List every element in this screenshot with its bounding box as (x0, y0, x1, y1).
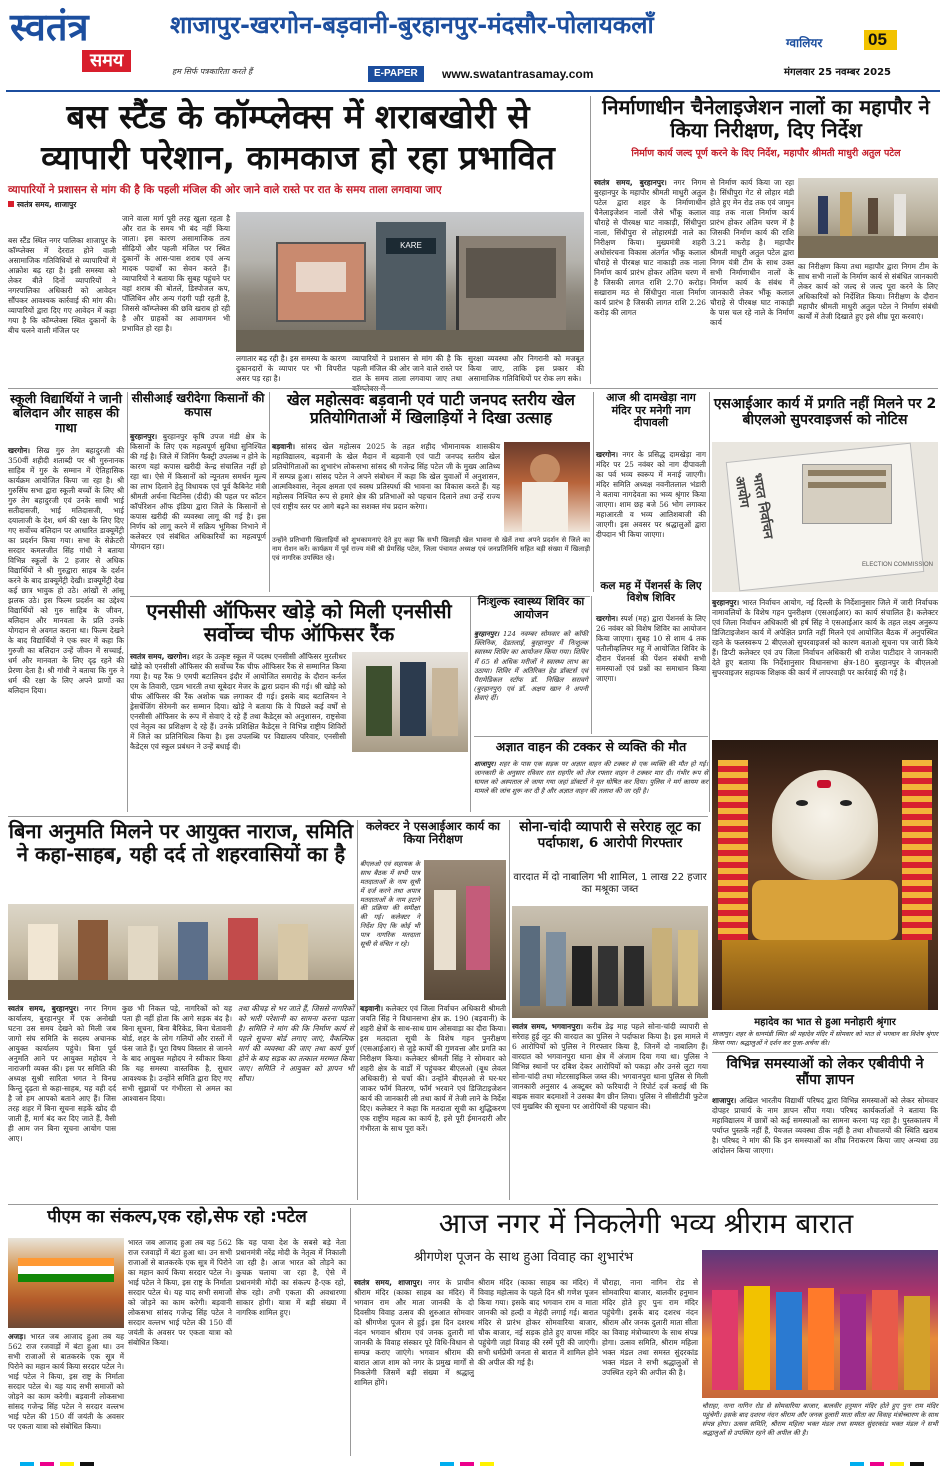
collector-side-notes: बीएलओ एवं सहायक के साथ बैठक में सभी पात्र मतदाताओं के नाम सूची में दर्ज करने तथा अपात्र मतदाताओं के नाम हटाने की प्रक्रिया की समीक्षा की गई। कलेक्टर ने निर्देश दिए कि कोई भी पात्र नागरिक मतदाता सूची से वंचित न रहे। (360, 860, 420, 949)
sports-story (272, 392, 590, 592)
pm-body-col1: अजड़। भारत जब आजाद हुआ तब यह 562 राज रजवाड़ों में बंटा हुआ था। उन सभी राजाओं से बातकरके एक सूत्र में पिरोने का महान कार्य किया सरदार पटेल ने। भाई पटेल ने किया, इस राष्ट्र के निर्माता सरदार पटेल थे। यह याद सभी समाजों को जोड़ने का काम करेगी। बड़वानी लोकसभा सांसद गजेन्द्र सिंह पटेल ने सरदार वल्लभ भाई पटेल की 150 वीं जयंती के अवसर पर एकता यात्रा को संबोधित किया। (8, 1332, 124, 1431)
logo (8, 5, 168, 86)
lead-story (8, 96, 586, 384)
collector-body: बड़वानी। कलेक्टर एवं जिला निर्वाचन अधिकारी श्रीमती जयति सिंह ने विधानसभा क्षेत्र क्र. 190 (बड़वानी) के शहरी क्षेत्रों के साथ-साथ ग्राम ओसवाड़ा का दौरा किया। इस मतदाता सूची के विशेष गहन पुनरीक्षण (एसआईआर) से जुड़े कार्यों की गुणवत्ता और प्रगति का निरीक्षण किया। कलेक्टर श्रीमती सिंह ने सोमवार को शहरी क्षेत्र के वार्डों में पहुंचकर बीएलओ (बूथ लेवल अधिकारी) से चर्चा की। उन्होंने बीएलओ से घर-घर जाकर फॉर्म वितरण, फॉर्म भरवाने एवं डिजिटाइजेशन कार्य की जानकारी ली तथा कार्य में तेजी लाने के निर्देश दिए। कलेक्टर ने कहा कि मतदाता सूची का शुद्धिकरण एक राष्ट्रीय महत्व का कार्य है, इसे पूरी ईमानदारी और गंभीरता के साथ पूरा करें। (360, 1004, 506, 1133)
column-divider (709, 392, 710, 812)
cotton-headline: सीसीआई खरीदेगा किसानों की कपास (131, 391, 265, 419)
ram-body-col3: चौराहा, नाना नागिन रोड से सोमवारिया बाजार, बालवीर हनुमान मंदिर होते हुए पुनः राम मंदिर पहुंचेगी। इसके बाद दशरथ नंदन श्रीराम और जनक दुलारी माता सीता का विवाह मंत्रोच्चारण के साथ संपन्न होगा। उत्सव समिति, श्रीराम महिला भक्त मंडल तथा समस्त सुंदरकांड भक्त मंडल ने सभी श्रद्धालुओं से उपस्थित रहने की अपील की है। (602, 1278, 698, 1377)
loot-body: स्वतंत्र समय, भगवानपुरा। करीब डेढ़ माह पहले सोना-चांदी व्यापारी से सरेराह हुई लूट की वारदात का पुलिस ने पर्दाफाश किया है। इस मामले में 6 आरोपियों को पुलिस ने गिरफ्तार किया है, जिनमें दो नाबालिग हैं। वारदात को भगवानपुरा थाना क्षेत्र में अंजाम दिया गया था। पुलिस ने विभिन्न स्थानों पर दबिश देकर आरोपियों को पकड़ा और उनसे लूटा गया सोना-चांदी तथा मोटरसाइकिल जब्त की। भगवानपुरा थाना पुलिस से मिली जानकारी अनुसार 4 अक्टूबर को फरियादी ने रिपोर्ट दर्ज कराई थी कि बाइक सवार बदमाशों ने उसका बैग छीन लिया। पुलिस ने सीसीटीवी फुटेज एवं मुखबिर की सूचना पर आरोपियों की पहचान की। (512, 1022, 708, 1111)
ram-body-col2: श्रीराम मंदिर (काका साहब का मंदिर) में विवाह महोत्सव के पहले दिन श्री गणेश पूजन किया गया। इसके बाद भगवान राम व माता जानकी को हल्दी व मेहंदी लगाई गई। बारात मंदिर से प्रारंभ होकर सोमवारिया बाजार, चौक बाजार, नई सड़क होते हुए वापस मंदिर पहुंचेगी जहां विवाह की रस्में पूरी की जाएंगी। सभी धर्मप्रेमी जनता से बारात में शामिल होने की अपील की गई है। (478, 1278, 598, 1367)
temple-story (596, 392, 706, 578)
pm-headline: पीएम का संकल्प,एक रहो,सेफ रहो :पटेल (47, 1207, 307, 1227)
issue-date: मंगलवार 25 नवम्बर 2025 (784, 67, 891, 78)
bus-stand-complex-photo (236, 212, 584, 352)
mayor-inspection-photo (798, 178, 938, 258)
cotton-body: बुरहानपुर। बुरहानपुर कृषि उपज मंडी क्षेत्र के किसानों के लिए एक महत्वपूर्ण सुविधा सुनिश्चित की गई है। जिले में जिनिंग फैक्ट्री उपलब्ध न होने के कारण यहां कपास खरीदी केन्द्र संचालित नहीं हो रहा था। ऐसे में किसानों को न्यूनतम समर्थन मूल्य का लाभ दिलाने हेतु विधायक एवं पूर्व कैबिनेट मंत्री श्रीमती अर्चना चिटनिस (दीदी) की पहल पर कॉटन कॉर्पोरेशन ऑफ इंडिया द्वारा जिले के किसानों से कपास खरीदी की व्यवस्था लागू की गई है। इस निर्णय को लागू करने में सक्रिय भूमिका निभाने में कलेक्टर एवं संबंधित अधिकारियों का महत्वपूर्ण योगदान रहा। (130, 432, 266, 551)
commissioner-body-col1: स्वतंत्र समय, बुरहानपुर। नगर निगम कार्यालय, बुरहानपुर में एक अनोखी घटना उस समय देखने को मिली जब जागो संघ समिति के सदस्य अचानक आयुक्त कार्यालय पहुंचे। बिना पूर्व अनुमति आने पर आयुक्त महोदय ने नाराजगी व्यक्त की। इस पर समिति की अध्यक्ष सुश्री सारिता भगत ने विनम्र किन्तु दृढ़ता से कहा-साहब, यह वही दर्द है जो हम आपको बताने आए हैं। जिस तरह शहर में बिना सूचना सड़कें खोद दी जाती हैं, मार्ग बंद कर दिए जाते हैं, वैसी ही आम जन बिना सूचना आयोग पास आए। (8, 1004, 117, 1143)
lead-body-col5: सुरक्षा व्यवस्था और निगरानी को मजबूत किया जाए, ताकि इस प्रकार की असामाजिक गतिविधियों पर रोक लग सके। (468, 354, 584, 383)
column-divider (350, 1208, 351, 1456)
ram-deck: श्रीगणेश पूजन के साथ हुआ विवाह का शुभारंभ (414, 1250, 634, 1265)
school-headline: स्कूली विद्यार्थियों ने जानी बलिदान और साहस की गाथा (10, 391, 122, 435)
city-label: ग्वालियर (786, 36, 823, 50)
ram-body-col1: स्वतंत्र समय, शाजापुर। नगर के प्राचीन श्रीराम मंदिर (काका साहब का मंदिर) में भगवान राम और माता जानकी के दो दिवसीय विवाह उत्सव की शुरुआत सोमवार को श्रीगणेश पूजन से हुई। इस दिन दशरथ नंदन भगवान श्रीराम एवं जनक दुलारी मां जानकी के विवाह संस्कार पूरे विधि-विधान से सम्पन्न कराए जाएंगे। भगवान श्रीराम की बारात आज शाम को नगर के प्रमुख मार्गों से निकलेगी जिसमें बड़ी संख्या में श्रद्धालु शामिल होंगे। (354, 1278, 474, 1387)
sports-headline: खेल महोत्सवः बड़वानी एवं पाटी जनपद स्तरीय खेल प्रतियोगिताओं में खिलाड़ियों ने दिखा उत्साह (287, 391, 575, 427)
sir-story (712, 392, 938, 736)
school-story (8, 392, 124, 812)
school-body: खरगोन। सिख गुरु तेग बहादुरजी की 350वीं शहीदी शताब्दी पर श्री गुरुनानक साहिब में गुरु के सम्मान में ऐतिहासिक कार्यक्रम आयोजित किया जा रहा है। श्री गुरुसिंघ सभा द्वारा स्कूली बच्चों के लिए श्री गुरु तेग बहादुरजी एवं उनके साथी भाई सतीदासजी, भाई मतिदासजी, भाई दयालाजी के देश, धर्म की रक्षा के लिए दिए गए सर्वोच्च बलिदान पर आधारित डाक्यूमेंट्री का प्रदर्शन किया गया। सभा के सेक्रेटरी सरदार कमलजीत सिंह गांधी ने बताया विभिन्न स्कूलों के 2 हजार से अधिक विद्यार्थियों ने श्री गुरुद्वारा साहब के दर्शन करने के बाद डाक्यूमेंट्री देखी। डाक्यूमेंट्री देख कई छात्र भावुक हो उठे। आंखों से आंसू झलक उठे। इस फिल्म प्रदर्शन का उद्देश्य विद्यार्थियों को गुरु साहिब के जीवन, बलिदान और मानवता के प्रति उनके योगदान से अवगत कराना था। फिल्म देखने के बाद विद्यार्थियों ने एक स्वर में कहा कि गुरुजी का बलिदान उन्हें जीवन में सच्चाई, धर्म और मानवता के लिए दृढ़ रहने की प्रेरणा देता है। श्री गांधी ने बताया कि गुरु ने धर्म की रक्षा के लिए अपने प्राणों का बलिदान दिया। (8, 446, 124, 695)
health-headline: निःशुल्क स्वास्थ्य शिविर का आयोजन (477, 595, 585, 621)
column-divider (591, 596, 592, 734)
tagline: हम सिर्फ पत्रकारिता करते हैं (172, 67, 253, 76)
lead-headline: बस स्टैंड के कॉम्प्लेक्स में शराबखोरी से व्यापारी परेशान, कामकाज हो रहा प्रभावित (41, 97, 555, 178)
lead-deck: व्यापारियों ने प्रशासन से मांग की है कि पहली मंजिल की ओर जाने वाले रास्ते पर रात के समय ताला लगवाया जाए (8, 184, 442, 196)
channel-deck: निर्माण कार्य जल्द पूर्ण करने के दिए निर्देश, महापौर श्रीमती माधुरी अतुल पटेल (631, 148, 901, 159)
abvp-body: शाजापुर। अखिल भारतीय विद्यार्थी परिषद द्वारा विभिन्न समस्याओं को लेकर सोमवार दोपहर प्राचार्य के नाम ज्ञापन सौंपा गया। परिषद कार्यकर्ताओं ने बताया कि महाविद्यालय में छात्रों को कई समस्याओं का सामना करना पड़ रहा है। पुस्तकालय में पर्याप्त पुस्तकें नहीं हैं, पेयजल व्यवस्था ठीक नहीं है तथा शौचालयों की स्थिति खराब है। परिषद ने मांग की कि इन समस्याओं का शीघ्र निराकरण किया जाए अन्यथा उग्र आंदोलन किया जाएगा। (712, 1096, 938, 1155)
lead-body-col4: व्यापारियों ने प्रशासन से मांग की है कि पहली मंजिल की ओर जाने वाले रास्ते पर रात के समय ताला लगवाया जाए तथा (352, 354, 462, 383)
column-divider (509, 820, 510, 1200)
ram-headline: आज नगर में निकलेगी भव्य श्रीराम बारात (438, 1207, 854, 1240)
shiva-note: शाजापुर। शहर के धानमंडी स्थित श्री महादेव मंदिर में सोमवार को भात से भगवान का विशेष श्रृंगार किया गया। श्रद्धालुओं ने दर्शन कर पूजा-अर्चना की। (712, 1030, 938, 1047)
section-rule (712, 1052, 938, 1053)
page-info (782, 30, 942, 86)
commissioner-body-col2: कुछ भी निकल पड़े, नागरिकों को यह पता ही नहीं होता कि आगे सड़क बंद है। बिना सूचना, बिना बैरिकेड, बिना चेतावनी बोर्ड, शहर के लोग गलियों और रास्तों में फंस जाते हैं। पूरा विषय विस्तार से जानने के बाद आयुक्त महोदय ने स्वीकार किया कि यह समस्या वास्तविक है, सुधार आवश्यक है। उन्होंने समिति द्वारा दिए गए सभी सुझावों पर गंभीरता से अमल का आश्वासन दिया। (122, 1004, 232, 1103)
lead-byline: स्वतंत्र समय, शाजापुर (8, 200, 118, 210)
ram-photo-caption: चौराहा, नाना नागिन रोड से सोमवारिया बाजार, बालवीर हनुमान मंदिर होते हुए पुनः राम मंदिर पहुंचेगी। इसके बाद दशरथ नंदन श्रीराम और जनक दुलारी माता सीता का विवाह मंत्रोच्चारण के साथ संपन्न होगा। उत्सव समिति, श्रीराम महिला भक्त मंडल तथा समस्त सुंदरकांड भक्त मंडल ने सभी श्रद्धालुओं से उपस्थित रहने की अपील की है। (702, 1402, 938, 1437)
ekta-yatra-photo (8, 1238, 124, 1328)
channel-headline: निर्माणाधीन चैनेलाइजेशन नालों का महापौर ने किया निरीक्षण, दिए निर्देश (602, 95, 930, 142)
column-divider (357, 820, 358, 1200)
website-link[interactable]: www.swatantrasamay.com (442, 67, 594, 81)
ram-devotees-photo (702, 1250, 938, 1398)
section-rule (8, 1204, 938, 1205)
accused-arrest-photo (512, 906, 708, 1018)
health-body: बुरहानपुर। 124 नवम्बर सोमवार को कॉफी क्लिनिक, देडतलाई, बुरहानपुर में निःशुल्क स्वास्थ्य शिविर का आयोजन किया गया। शिविर में 65 से अधिक मरीजों ने स्वास्थ्य लाभ का उठाया। शिविर में अतिरिक्त हेड डॉक्टर्स एवं पैरामेडिकल स्टॉफ डॉ. निखिल सरावगे (बुरहानपुर) एवं डॉ. अक्षय खान ने अपनी सेवाएं दीं। (474, 630, 588, 703)
red-square-icon (8, 201, 14, 207)
masthead-rule (6, 90, 940, 92)
lead-body-col3: लगातार बढ़ रही है। इस समस्या के कारण दुकानदारों के व्यापार पर भी विपरीत असर पड़ रहा है। (236, 354, 346, 383)
column-divider (590, 96, 591, 384)
accident-story (474, 740, 708, 812)
channel-body-col3: का निरीक्षण किया तथा महापौर द्वारा निगम टीम के साथ सभी नालों के निर्माण कार्य से संबंधित जानकारी लेकर कार्य को जल्द से जल्द पूरा करने के लिए अधिकारियों को निर्देशित किया। निरीक्षण के दौरान महापौर श्रीमती माधुरी अतुल पटेल ने निर्माण संबंधी कार्यों में तेजी दिखाते हुए इसे शीघ्र पूरा करवाएं। (798, 262, 938, 321)
sir-headline: एसआईआर कार्य में प्रगति नहीं मिलने पर 2 बीएलओ सुपरवाइजर्स को नोटिस (713, 396, 937, 429)
column-divider (127, 392, 128, 812)
channel-body-col2: से निर्माण कार्य किया जा रहा है। सिंधीपुरा गेट से लोहार मंडी होते हुए मेन रोड तक एवं जामुन वाड़ तक नाला निर्माण कार्य प्रारंभ होकर अंतिम चरण में है जिसकी निर्माण कार्य की राशि 3.21 करोड़ है। महापौर श्रीमती माधुरी अतुल पटेल द्वारा निगम यंत्री टीम के साथ उक्त सभी निर्माणाधीन नालों के निर्माण कार्य के संबंध में जानकारी लेकर भौंकू कलाल चौराहे से पीरबक्ष घाट नाकाड़ी के पास चल रहे नाले के निर्माण कार्य (710, 178, 794, 327)
channel-story (594, 96, 938, 384)
masthead (0, 0, 945, 92)
commissioner-story (8, 820, 354, 1200)
section-rule (474, 736, 708, 737)
ram-story (354, 1208, 938, 1456)
logo-top-text: स्वतंत्र (10, 5, 89, 49)
election-commission-photo (712, 442, 938, 592)
abvp-headline: विभिन्न समस्याओं को लेकर एबीवीपी ने सौंपा ज्ञापन (726, 1056, 924, 1089)
print-registration-strip (0, 1460, 945, 1468)
sir-body: बुरहानपुर। भारत निर्वाचन आयोग, नई दिल्ली के निर्देशानुसार जिले में जारी निर्वाचक नामावलियों के विशेष गहन पुनरीक्षण (एसआईआर) का कार्य संचालित है। कलेक्टर एवं जिला निर्वाचन अधिकारी श्री हर्ष सिंह ने एसआईआर कार्य के तहत लक्ष्य अनुरूप डिजिटाइजेशन कार्य में अपेक्षित प्रगति नहीं मिलने एवं आयोजित बैठक में अनुपस्थित रहने के फलस्वरूप 2 बीएलओ सुपरवाइजर्स को कारण बताओ सूचना पत्र जारी किये हैं। डिप्टी कलेक्टर एवं उप जिला निर्वाचन अधिकारी श्री राजेश पाटीदार ने जानकारी देते हुए बताया कि निर्देशानुसार विधानसभा क्षेत्र-180 बुरहानपुर के बीएलओ सुपरवाइजर सहायक शिक्षक की कार्य में लापरवाही पर कार्रवाई की गई है। (712, 598, 938, 677)
lead-body-col2: जाने वाला मार्ग पूरी तरह खुला रहता है और रात के समय भी बंद नहीं किया जाता। इस कारण असामाजिक तत्व सीढ़ियों और पहली मंजिल पर स्थित दुकानों के आस-पास शराब एवं अन्य मादक पदार्थों का सेवन करते हैं। व्यापारियों ने बताया कि सुबह पहुंचने पर वहां शराब की बोतलें, डिस्पोजल कप, पॉलिथिन और अन्य गंदगी पड़ी रहती है, जिससे कॉम्प्लेक्स की छवि खराब हो रही है और ग्राहकों का आवागमन भी प्रभावित हो रहा है। (122, 214, 230, 333)
loot-deck: वारदात में दो नाबालिग भी शामिल, 1 लाख 22 हजार का मश्रूका जब्त (513, 872, 707, 895)
shop-sign: KARE (386, 238, 436, 254)
accident-headline: अज्ञात वाहन की टक्कर से व्यक्ति की मौत (495, 739, 687, 754)
abvp-story (712, 1056, 938, 1200)
loot-story (512, 820, 708, 1200)
shiva-caption: महादेव का भात से हुआ मनोहारी श्रृंगार (754, 1017, 896, 1028)
commissioner-meeting-photo (8, 904, 354, 1000)
logo-bottom-text: समय (82, 50, 131, 72)
sports-body: बड़वानी। सांसद खेल महोत्सव 2025 के तहत शहीद भीमानायक शासकीय महाविद्यालय, बड़वानी के खेल मैदान में बड़वानी एवं पाटी जनपद स्तरीय खेल प्रतियोगिताओं का शुभारंभ लोकसभा सांसद श्री गजेन्द्र सिंह पटेल जी के मुख्य आतिथ्य में सम्पन्न हुआ। सांसद पटेल ने अपने संबोधन में कहा कि खेल युवाओं में अनुशासन, आत्मविश्वास, नेतृत्व क्षमता एवं स्वस्थ प्रतिस्पर्धा की भावना का विकास करते हैं। यह महोत्सव निश्चित रूप से हमारे क्षेत्र की प्रतिभाओं को पहचान दिलाने तथा उन्हें राज्य एवं राष्ट्रीय स्तर पर आगे बढ़ने का सशक्त मंच प्रदान करेगा। (272, 442, 500, 511)
temple-body: खरगोन। नगर के प्रसिद्ध दामखेड़ा नाग मंदिर पर 25 नवंबर को नाग दीपावली का पर्व भव्य स्वरूप में मनाई जाएगी। मंदिर समिति अध्यक्ष नवनीतलाल भंडारी ने बताया नागदेवता का भव्य श्रृंगार किया जाएगा। शाम छह बजे 56 भोग लगाकर महाआरती व भव्य आतिशबाजी की जाएगी। इस अवसर पर श्रद्धालुओं द्वारा दीपदान भी किया जाएगा। (596, 450, 706, 539)
ncc-body: स्वतंत्र समय, खरगोन। शहर के उत्कृष्ट स्कूल में पदस्थ एनसीसी ऑफिसर मुरलीधर खोड़े को एनसीसी ऑफिसर की सर्वोच्च रैंक चीफ ऑफिसर रैंक से सम्मानित किया गया है। यह रैंक 9 एमपी बटालियन इंदौर में आयोजित समारोह के दौरान कर्नल एम के तिवारी, एडम भारती तथा सूबेदार मेजर के द्वारा प्रदान की गई। श्री खोड़े को चीफ ऑफिसर की रैंक अशोक चक्र लगाकर दी गई। इसके बाद बटालियन ने ड्रेसचेंजिंग सेरेमनी कर सम्मान दिया। खोड़े ने बताया कि वे पिछले कई वर्षों से एनसीसी ऑफिसर के रूप में सेवाएं दे रहे हैं तथा कैडेट्स को अनुशासन, राष्ट्रसेवा एवं नेतृत्व का प्रशिक्षण दे रहे हैं। उनके प्रशिक्षित कैडेट्स ने विभिन्न राष्ट्रीय शिविरों में जिले का प्रतिनिधित्व किया है। इस उपलब्धि पर विद्यालय परिवार, एनसीसी कैडेट्स एवं स्कूल प्रबंधन ने उन्हें बधाई दी। (130, 652, 346, 751)
section-rule (8, 816, 708, 817)
loot-headline: सोना-चांदी व्यापारी से सरेराह लूट का पर्दाफाश, 6 आरोपी गिरफ्तार (519, 819, 701, 851)
accident-body: शाजापुर। शहर के पास एक सड़क पर अज्ञात वाहन की टक्कर से एक व्यक्ति की मौत हो गई। जानकारी के अनुसार रविवार रात राहगीर को तेज रफ्तार वाहन ने टक्कर मार दी। गंभीर रूप से घायल को अस्पताल ले जाया गया जहां डॉक्टरों ने मृत घोषित कर दिया। पुलिस ने मर्ग कायम कर मामले की जांच शुरू कर दी है और अज्ञात वाहन की तलाश की जा रही है। (474, 760, 708, 795)
edition-cities-banner: शाजापुर-खरगोन-बड़वानी-बुरहानपुर-मंदसौर-पोलायकलाँ (170, 11, 654, 39)
epaper-strip (368, 66, 778, 82)
cotton-story (130, 392, 266, 592)
column-divider (593, 392, 594, 592)
channel-body-col1: स्वतंत्र समय, बुरहानपुर। नगर निगम बुरहानपुर के महापौर श्रीमती माधुरी अतुल पटेल द्वारा शहर के निर्माणाधीन चैनेलाइजेशन नालों जैसे भौंकू कलाल चौराहे से पीरबक्ष घाट नाकाड़ी, सिंधीपुरा नाला, सिंधीपुरा से लोहारमंडी नाले का निरीक्षण किया। मुख्यमंत्री शहरी अधोसंरचना विकास अंतर्गत भौंकू कलाल चौराहे से पीरबक्ष घाट नाकाड़ी तक नाला निर्माण कार्य प्रारंभ होकर अंतिम चरण में है जिसकी लागत राशि 2.70 करोड़। सखाराम मठ से सिंधीपुरा नाला निर्माण कार्य प्रारंभ है जिसकी लागत राशि 2.26 करोड़ की लागत (594, 178, 707, 317)
ncc-headline: एनसीसी ऑफिसर खोड़े को मिली एनसीसी सर्वोच्च चीफ ऑफिसर रैंक (146, 599, 452, 646)
commissioner-body-col3: तथा कीचड़ से भर जाते हैं, जिससे नागरिकों को भारी परेशानी का सामना करना पड़ता है। समिति ने मांग की कि निर्माण कार्य से पहले सूचना बोर्ड लगाए जाएं, वैकल्पिक मार्ग की व्यवस्था की जाए तथा कार्य पूर्ण होने के बाद सड़क का तत्काल मरम्मत किया जाए। समिति ने आयुक्त को ज्ञापन भी सौंपा। (238, 1004, 354, 1083)
pm-body-col3: कि यह पाया देश के सबसे बड़े नेता प्रधानमंत्री नरेंद्र मोदी के नेतृत्व में निकाली जा रही है। आज भारत को तोड़ने का कुचक्र चलाया जा रहा है, ऐसे में प्रधानमंत्री मोदी का संकल्प है-एक रहो, सेफ रहो। तभी एकता की अवधारणा साकार होगी। यात्रा में बड़ी संख्या में नागरिक शामिल हुए। (236, 1238, 346, 1317)
column-divider (470, 596, 471, 812)
pm-story (8, 1208, 346, 1456)
health-story (474, 596, 588, 734)
pension-story (596, 580, 706, 734)
poster-text-en: ELECTION COMMISSION (862, 562, 934, 568)
mp-speaking-photo (504, 442, 590, 532)
ncc-story (130, 600, 468, 812)
collector-inspection-photo (424, 860, 506, 1000)
column-divider (269, 392, 270, 592)
collector-story (360, 820, 506, 1200)
section-rule (8, 388, 938, 389)
epaper-label: E-PAPER (368, 66, 424, 82)
pension-headline: कल मह में पेंशनर्स के लिए विशेष शिविर (600, 580, 702, 605)
page-number: 05 (864, 30, 897, 50)
poster-text: भारत निर्वाचन आयोग (731, 472, 776, 541)
ncc-ceremony-photo (352, 652, 468, 752)
temple-headline: आज श्री दामखेड़ा नाग मंदिर पर मनेगी नाग दीपावली (606, 391, 696, 430)
shiva-temple-photo (712, 740, 938, 1010)
pm-body-col2: भारत जब आजाद हुआ तब यह 562 राज रजवाड़ों में बंटा हुआ था। उन सभी राजाओं से बातकरके एक सूत्र में पिरोने का महान कार्य किया सरदार पटेल ने। भाई पटेल ने किया, इस राष्ट्र के निर्माता सरदार पटेल थे। यह याद सभी समाजों को जोड़ने का काम करेगी। बड़वानी लोकसभा सांसद गजेन्द्र सिंह पटेल ने सरदार वल्लभ भाई पटेल की 150 वीं जयंती के अवसर पर एकता यात्रा को संबोधित किया। (128, 1238, 232, 1347)
collector-headline: कलेक्टर ने एसआईआर कार्य का किया निरीक्षण (365, 819, 501, 847)
commissioner-headline: बिना अनुमति मिलने पर आयुक्त नाराज, समिति ने कहा-साहब, यही दर्द तो शहरवासियों का है (8, 819, 354, 866)
pension-body: खरगोन। स्पर्श (मह) द्वारा पेंशनर्स के लिए 26 नवंबर को विशेष शिविर का आयोजन किया जाएगा। सुबह 10 से शाम 4 तक पतौलीव्हलियर महू में आयोजित शिविर के दौरान पेंशनर्स की पेंशन संबंधी सभी समस्याओं एवं प्रश्नों का समाधान किया जाएगा। (596, 614, 706, 683)
lead-body-col1: बस स्टैंड स्थित नगर पालिका शाजापुर के कॉम्प्लेक्स में देररात होने वाली असामाजिक गतिविधियों से व्यापारियों में आक्रोश बढ़ रहा है। इसी समस्या को लेकर बीते दिनों व्यापारियों ने नगरपालिका अधिकारी को आवेदन सौंपकर आवश्यक कार्रवाई की मांग की। व्यापारियों द्वारा दिए गए आवेदन में कहा गया है कि कॉम्प्लेक्स स्थित दुकानों के बीच चलने वाली मंजिल पर (8, 236, 116, 335)
sports-body-2: उन्होंने प्रतिभागी खिलाड़ियों को शुभकामनाएं देते हुए कहा कि सभी खिलाड़ी खेल भावना से खेलें तथा अपने प्रदर्शन से जिले का नाम रोशन करें। कार्यक्रम में पूर्व राज्य मंत्री श्री प्रेमसिंह पटेल, जिला पंचायत अध्यक्ष एवं जनप्रतिनिधि सहित बड़ी संख्या में खिलाड़ी एवं नागरिक उपस्थित रहे। (272, 536, 590, 563)
